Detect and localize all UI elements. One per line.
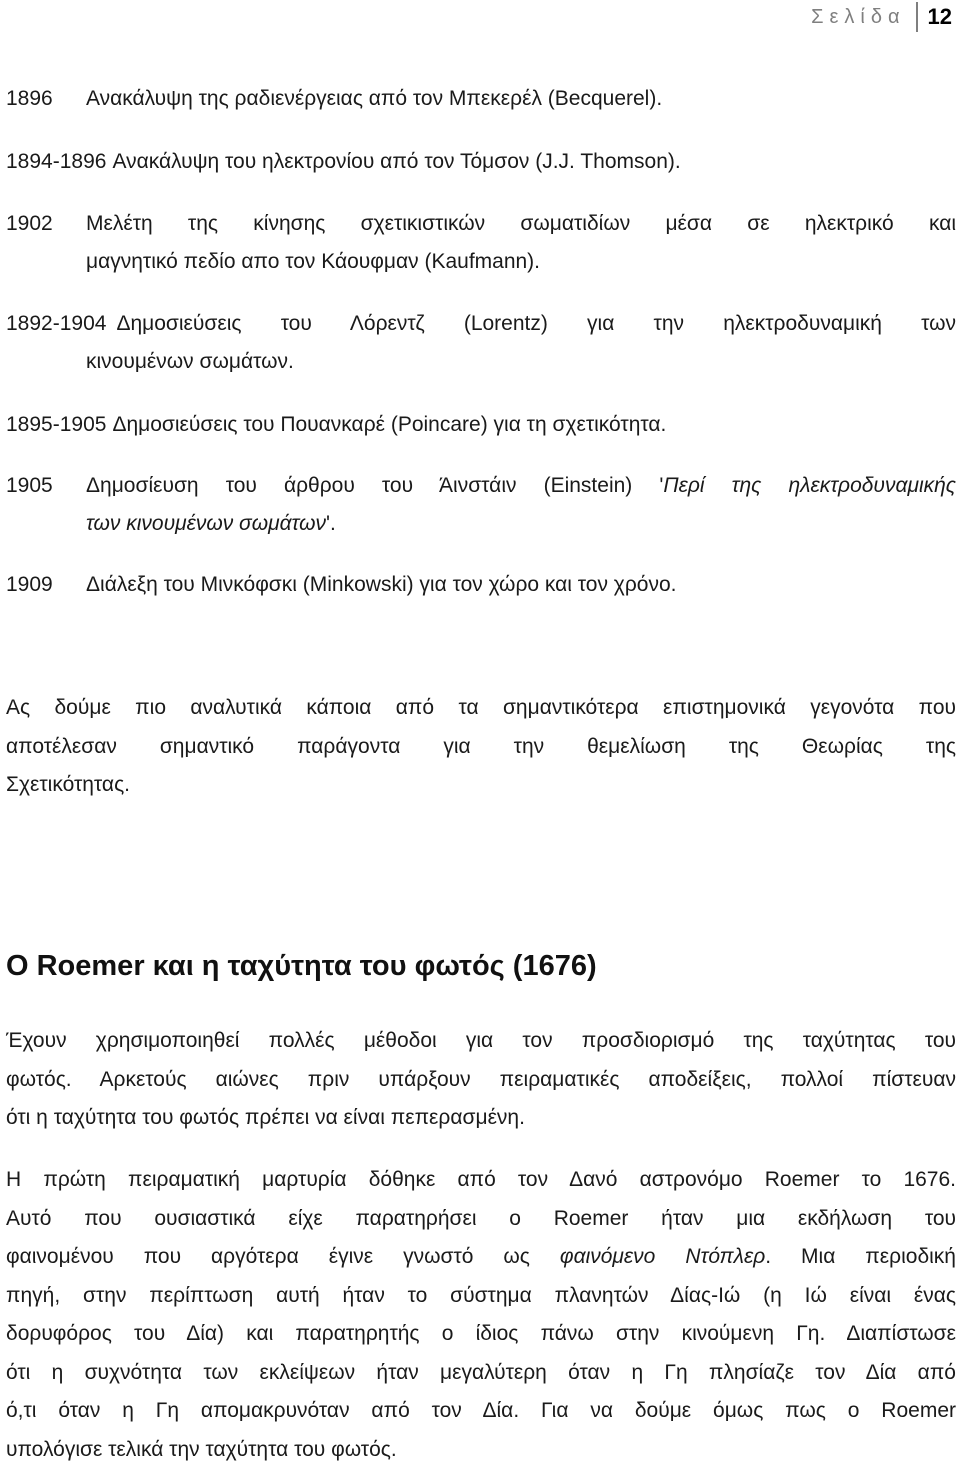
timeline-year: 1892-1904 — [6, 305, 116, 343]
timeline-year: 1909 — [6, 566, 86, 604]
paragraph — [6, 1022, 956, 1138]
timeline-year: 1902 — [6, 205, 86, 243]
article-title-continued: των κινουμένων σωμάτων — [86, 512, 326, 535]
text-segment: . Μια περιοδική — [765, 1245, 956, 1268]
timeline-item — [6, 566, 956, 604]
timeline-text: Δημοσίευση του άρθρου του Άινστάιν (Einstein) ' — [86, 474, 663, 497]
timeline-text-continued: κινουμένων σωμάτων. — [6, 343, 956, 381]
timeline-text: Διάλεξη του Μινκόφσκι (Minkowski) για τον χώρο και τον χρόνο. — [86, 566, 676, 604]
timeline-year: 1896 — [6, 80, 86, 118]
timeline-item — [6, 467, 956, 543]
timeline-item — [6, 205, 956, 281]
timeline-text: Δημοσιεύσεις του Πουανκαρέ (Poincare) για τη σχετικότητα. — [112, 406, 666, 444]
timeline-text: Ανακάλυψη της ραδιενέργειας από τον Μπεκερέλ (Becquerel). — [86, 80, 662, 118]
text-line: Η πρώτη πειραματική μαρτυρία δόθηκε από τον Δανό αστρονόμο Roemer το 1676. — [6, 1161, 956, 1200]
text-line: υπολόγισε τελικά την ταχύτητα του φωτός. — [6, 1431, 956, 1469]
page-label: Σελίδα — [811, 6, 915, 29]
page-number: 12 — [928, 4, 952, 30]
section-heading: Ο Roemer και η ταχύτητα του φωτός (1676) — [6, 950, 597, 983]
timeline-year: 1905 — [6, 467, 86, 505]
text-line: Σχετικότητας. — [6, 766, 956, 805]
text-line: ότι η ταχύτητα του φωτός πρέπει να είναι πεπερασμένη. — [6, 1099, 956, 1138]
page-header — [811, 2, 952, 32]
text-line — [6, 1238, 956, 1277]
timeline-text: Ανακάλυψη του ηλεκτρονίου από τον Τόμσον (J.J. Thomson). — [112, 143, 680, 181]
timeline-item — [6, 143, 956, 181]
header-divider — [916, 2, 918, 32]
text-line: δορυφόρος του Δία) και παρατηρητής ο ίδιος πάνω στην κινούμενη Γη. Διαπίστωσε — [6, 1315, 956, 1354]
timeline-item — [6, 80, 956, 118]
emphasized-term: φαινόμενο Ντόπλερ — [560, 1245, 765, 1268]
timeline-item — [6, 406, 956, 444]
text-line: ό,τι όταν η Γη απομακρυνόταν από τον Δία. Για να δούμε όμως πως ο Roemer — [6, 1392, 956, 1431]
timeline-text-end: '. — [326, 512, 336, 535]
article-title: Περί της ηλεκτροδυναμικής — [663, 474, 956, 497]
text-line: πηγή, στην περίπτωση αυτή ήταν το σύστημα πλανητών Δίας-Ιώ (η Ιώ είναι ένας — [6, 1277, 956, 1316]
timeline-text: Δημοσιεύσεις του Λόρεντζ (Lorentz) για την ηλεκτροδυναμική των — [116, 305, 956, 343]
timeline-text-continued: μαγνητικό πεδίο απο τον Κάουφμαν (Kaufmann). — [6, 243, 956, 281]
text-line: αποτέλεσαν σημαντικό παράγοντα για την θεμελίωση της Θεωρίας της — [6, 728, 956, 767]
timeline-year: 1894-1896 — [6, 143, 112, 181]
timeline-text: Μελέτη της κίνησης σχετικιστικών σωματιδίων μέσα σε ηλεκτρικό και — [86, 205, 956, 243]
text-line: Ας δούμε πιο αναλυτικά κάποια από τα σημαντικότερα επιστημονικά γεγονότα που — [6, 689, 956, 728]
text-line: φωτός. Αρκετούς αιώνες πριν υπάρξουν πειραματικές αποδείξεις, πολλοί πίστευαν — [6, 1061, 956, 1100]
text-line: Έχουν χρησιμοποιηθεί πολλές μέθοδοι για τον προσδιορισμό της ταχύτητας του — [6, 1022, 956, 1061]
text-line: Αυτό που ουσιαστικά είχε παρατηρήσει ο Roemer ήταν μια εκδήλωση του — [6, 1200, 956, 1239]
text-line: ότι η συχνότητα των εκλείψεων ήταν μεγαλύτερη όταν η Γη πλησίαζε τον Δία από — [6, 1354, 956, 1393]
paragraph — [6, 1161, 956, 1469]
timeline-item — [6, 305, 956, 381]
timeline-year: 1895-1905 — [6, 406, 112, 444]
intro-paragraph — [6, 689, 956, 805]
text-segment: φαινομένου που αργότερα έγινε γνωστό ως — [6, 1245, 560, 1268]
